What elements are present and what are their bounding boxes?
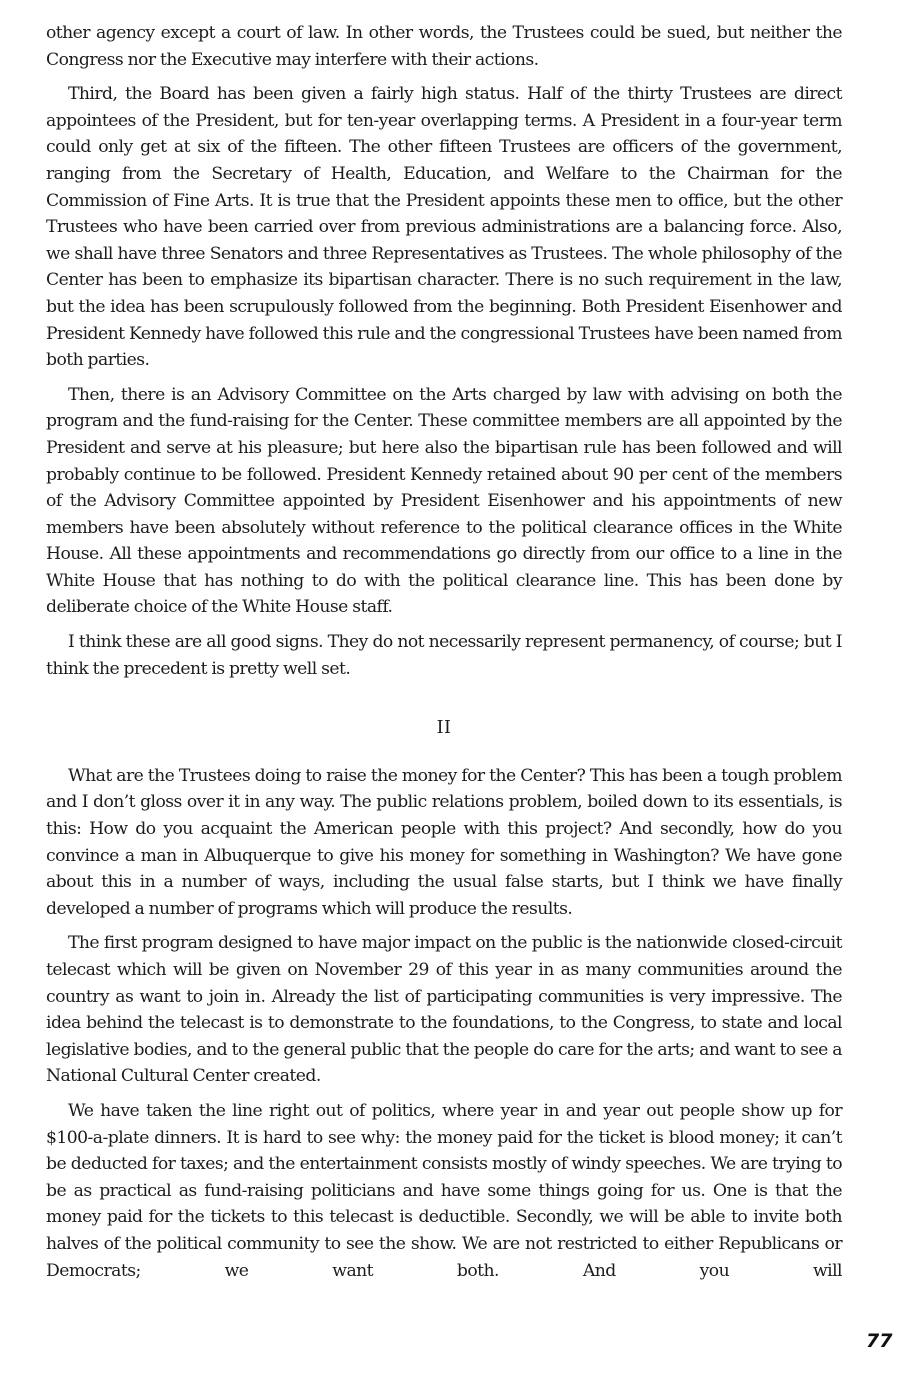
paragraph-raising-money: What are the Trustees doing to raise the money for the Center? This has been a tough problem and I don’t gloss over it in any way. The public relations problem, boiled down to its essentials, is this: How do you acquaint the American people with this project? And secondly, how do you convince a man in Albuquerque to give his money for something in Washington? We have gone about this in a number of ways, including the usual false starts, but I think we have finally developed a number of programs which will produce the results.	[46, 765, 842, 919]
paragraph-telecast: The first program designed to have major impact on the public is the nationwide closed-circuit telecast which will be given on November 29 of this year in as many communities around the country as want to join in. Already the list of participating communities is very impressive. The idea behind the telecast is to demonstrate to the foundations, to the Congress, to state and local legislative bodies, and to the general public that the people do care for the arts; and want to see a National Cultural Center created.	[46, 933, 842, 1087]
paragraph-continued: other agency except a court of law. In other words, the Trustees could be sued, but neither the Congress nor the Executive may interfere with their actions.	[46, 23, 842, 70]
paragraph-board-status: Third, the Board has been given a fairly high status. Half of the thirty Trustees are direct appointees of the President, but for ten-year overlapping terms. A President in a four-year term could only get at six of the fifteen. The other fifteen Trustees are officers of the government, ranging from the Secretary of Health, Education, and Welfare to the Chairman for the Commission of Fine Arts. It is true that the President appoints these men to office, but the other Trustees who have been carried over from previous administrations are a balancing force. Also, we shall have three Senators and three Representatives as Trustees. The whole philosophy of the Center has been to emphasize its bipartisan character. There is no such requirement in the law, but the idea has been scrupulously followed from the beginning. Both President Eisenhower and President Kennedy have followed this rule and the congressional Trustees have been named from both parties.	[46, 84, 842, 371]
section-heading: II	[436, 718, 452, 739]
page-number: 77	[866, 1330, 893, 1352]
paragraph-advisory-committee: Then, there is an Advisory Committee on the Arts charged by law with advising on both the program and the fund-raising for the Center. These committee members are all appointed by the President and serve at his pleasure; but here also the bipartisan rule has been followed and will probably continue to be followed. President Kennedy retained about 90 per cent of the members of the Advisory Committee appointed by President Eisenhower and his appointments of new members have been absolutely without reference to the political clearance offices in the White House. All these appointments and recommendations go directly from our office to a line in the White House that has nothing to do with the political clearance line. This has been done by deliberate choice of the White House staff.	[46, 384, 842, 618]
page-body	[46, 20, 842, 1284]
paragraph-good-signs: I think these are all good signs. They do not necessarily represent permanency, of course; but I think the precedent is pretty well set.	[46, 632, 842, 679]
paragraph-politics: We have taken the line right out of politics, where year in and year out people show up for $100-a-plate dinners. It is hard to see why: the money paid for the ticket is blood money; it can’t be deducted for taxes; and the entertainment consists mostly of windy speeches. We are trying to be as practical as fund-raising politicians and have some things going for us. One is that the money paid for the tickets to this telecast is deductible. Secondly, we will be able to invite both halves of the political community to see the show. We are not restricted to either Republicans or Democrats; we want both. And you will	[46, 1100, 842, 1281]
